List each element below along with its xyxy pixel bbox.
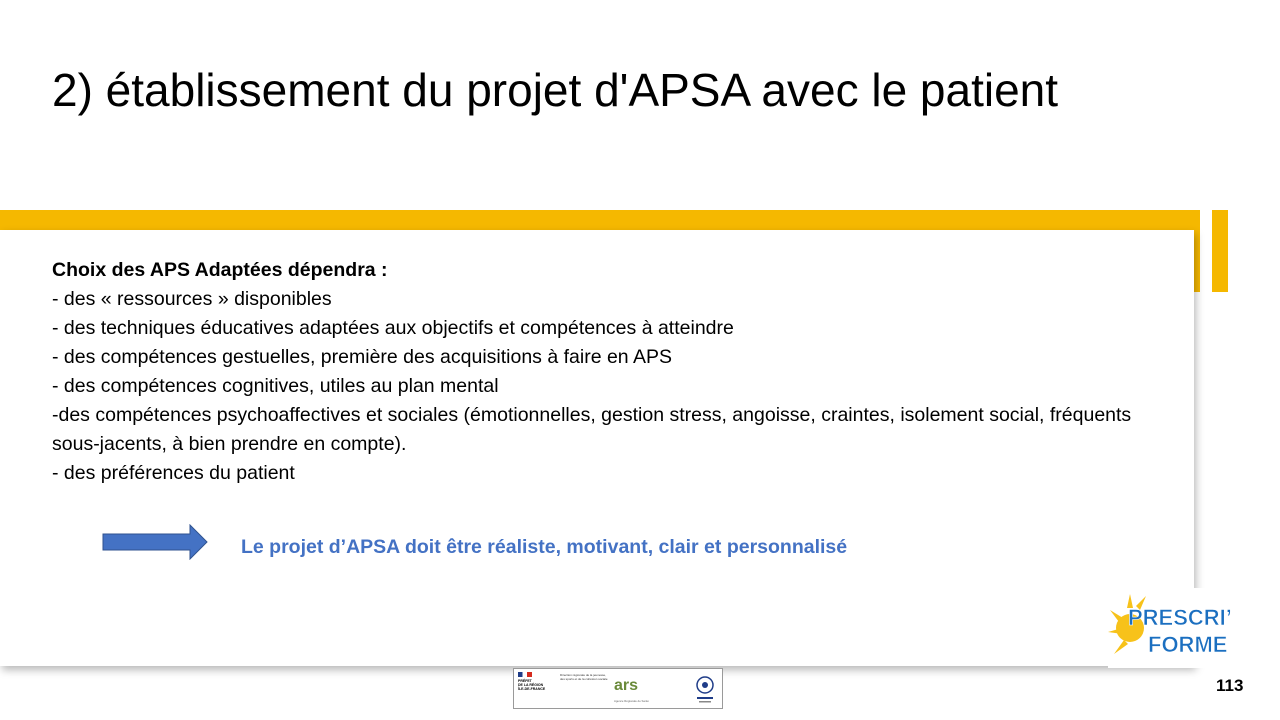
bullet-item: - des « ressources » disponibles: [52, 288, 332, 310]
conclusion-text: Le projet d’APSA doit être réaliste, motivant, clair et personnalisé: [241, 536, 848, 558]
logo-line2: FORME: [1148, 632, 1228, 657]
drjscs-label: Direction régionale de la jeunesse, des sports et de la cohésion sociale: [560, 673, 608, 681]
prefet-logo: [518, 672, 558, 706]
bullet-item: - des préférences du patient: [52, 462, 295, 484]
health-insurance-crest-icon: [694, 674, 716, 704]
bullet-item: - des compétences cognitives, utiles au plan mental: [52, 375, 499, 397]
ars-sublabel: Agence Régionale de Santé: [614, 699, 649, 703]
gold-accent-bar: [0, 210, 1200, 230]
prescriforme-logo: [1108, 588, 1244, 668]
prefet-label: PRÉFET DE LA RÉGION ÎLE-DE-FRANCE: [518, 679, 546, 691]
bullet-item: - des techniques éducatives adaptées aux objectifs et compétences à atteindre: [52, 317, 734, 339]
bullet-item: -des compétences psychoaffectives et sociales (émotionnelles, gestion stress, angoisse, craintes, isolement social, fréquents sous-jacents, à bien prendre en compte).: [52, 404, 1132, 455]
gold-accent-stripe: [1212, 210, 1228, 292]
bullet-item: - des compétences gestuelles, première des acquisitions à faire en APS: [52, 346, 673, 368]
page-number: 113: [1216, 676, 1244, 695]
right-arrow-icon: [102, 524, 208, 560]
logo-line1: PRESCRI’: [1128, 605, 1232, 630]
marianne-flag-icon: [518, 672, 532, 677]
slide-title: 2) établissement du projet d'APSA avec le patient: [52, 64, 1059, 116]
slide-body: [52, 256, 1132, 488]
ars-logo: ars: [614, 677, 639, 694]
body-heading: Choix des APS Adaptées dépendra :: [52, 259, 388, 281]
partner-logos-strip: [513, 668, 723, 709]
